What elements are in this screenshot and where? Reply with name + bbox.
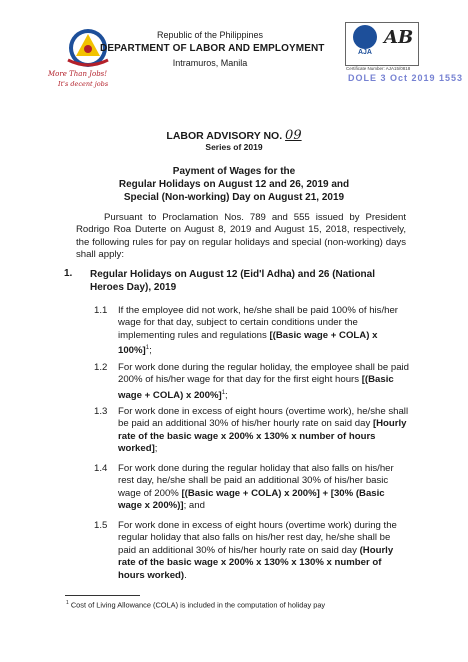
item-text: For work done in excess of eight hours (overtime work) during the regular holiday that also falls on his/her rest day, he/she shall be paid an additional 30% of his/her hourly rate on said day (Hourly rate of the basic wage x 200% x 130% x 130% x number of hours worked).	[118, 520, 397, 581]
advisory-number: 09	[285, 128, 302, 143]
item-number: 1.2	[94, 362, 108, 373]
item-text: For work done during the regular holiday, the employee shall be paid 200% of his/her wage for that day for the first eight hours [(Basic wage + COLA) x 200%]$^1$;	[118, 362, 410, 401]
advisory-title	[0, 128, 468, 143]
republic-line: Republic of the Philippines	[156, 30, 264, 40]
ab-mark: AB	[384, 27, 414, 48]
item-text: For work done in excess of eight hours (overtime work), he/she shall be paid an additional 30% of his/her hourly rate on said day [Hourly rate of the basic wage x 200% x 130% x number of hours worked];	[118, 406, 409, 455]
aja-label: AJA	[357, 49, 372, 56]
item-text: For work done during the regular holiday that also falls on his/her rest day, he/she shall be paid an additional 30% of his/her basic wage of 200% [(Basic wage + COLA) x 200%] + [30% (Basic wage x 200%)]; and	[118, 463, 394, 512]
intro-paragraph: Pursuant to Proclamation Nos. 789 and 555 issued by President Rodrigo Roa Duterte on August 8, 2019 and August 15, 2018, respectively, the following rules for pay on regular holidays and special (non-working) days shall apply:	[76, 212, 406, 261]
logo-tagline-sub: It's decent jobs	[58, 80, 109, 88]
subject-line-2: Regular Holidays on August 12 and 26, 2019 and	[118, 179, 350, 190]
item-number: 1.1	[94, 305, 108, 316]
logo-tagline: More Than Jobs!	[48, 70, 108, 78]
advisory-label: LABOR ADVISORY NO.	[166, 130, 283, 142]
section-title: Regular Holidays on August 12 (Eid'l Adha) and 26 (National Heroes Day), 2019	[90, 269, 376, 293]
aja-globe-icon	[353, 25, 377, 49]
item-number: 1.5	[94, 520, 108, 531]
department-name: DEPARTMENT OF LABOR AND EMPLOYMENT	[100, 43, 325, 54]
item-number: 1.4	[94, 463, 108, 474]
subject-line-1: Payment of Wages for the	[172, 166, 296, 177]
certification-badge	[345, 22, 419, 66]
section-number: 1.	[64, 268, 73, 279]
certificate-number: Certificate Number: AJA15/0818	[346, 66, 411, 71]
item-number: 1.3	[94, 406, 108, 417]
footnote: $^1$ Cost of Living Allowance (COLA) is included in the computation of holiday pay	[66, 600, 326, 610]
department-address: Intramuros, Manila	[172, 58, 248, 68]
item-text: If the employee did not work, he/she shall be paid 100% of his/her wage for that day, subject to certain conditions under the implementing rules and regulations [(Basic wage + COLA) x 100%]$^1$;	[118, 305, 398, 357]
subject-line-3: Special (Non-working) Day on August 21, 2019	[123, 192, 345, 203]
footnote-divider	[65, 595, 140, 596]
received-stamp	[338, 70, 464, 88]
aja-logo	[350, 25, 380, 61]
stamp-text: DOLE 3 Oct 2019 1553	[348, 73, 464, 83]
advisory-series: Series of 2019	[205, 142, 263, 152]
